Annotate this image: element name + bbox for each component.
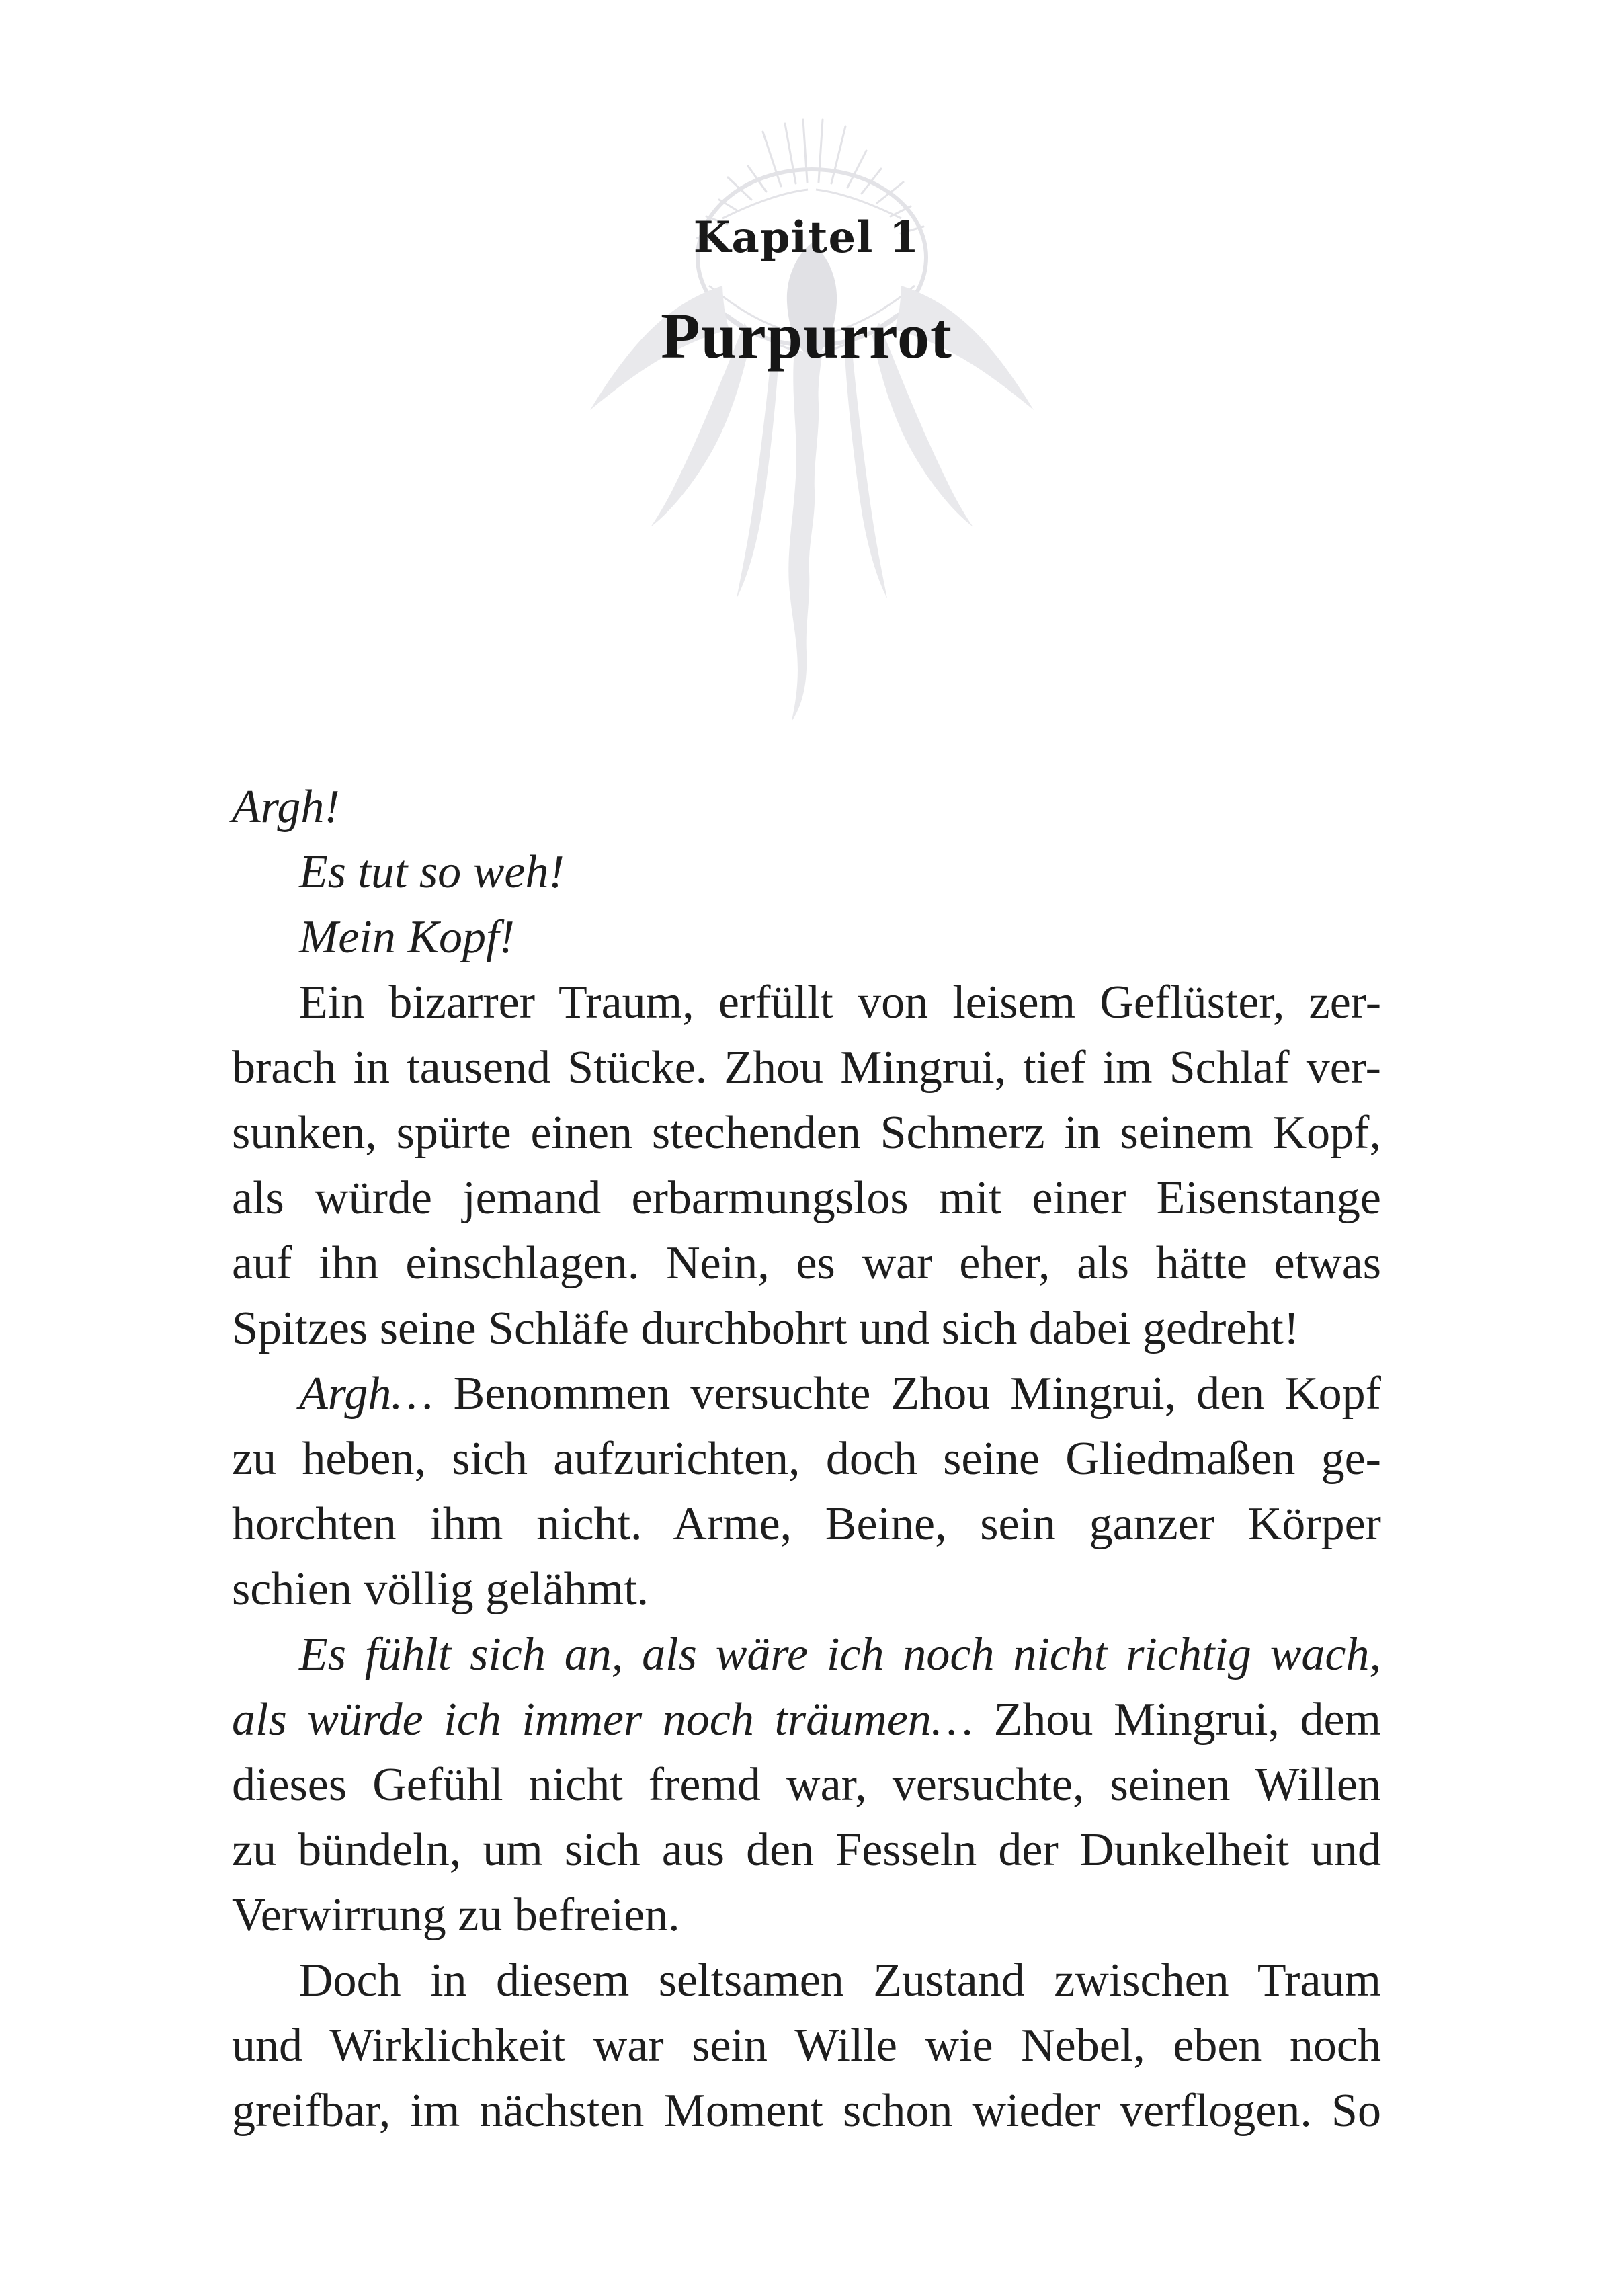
text-segment: auf ihn einschlagen. Nein, es war eher, als hätte etwas	[232, 1237, 1381, 1289]
text-line-p7-l1	[232, 1948, 1381, 2013]
text-segment: Ein bizarrer Traum, erfüllt von leisem Geflüster, zer-	[299, 977, 1381, 1028]
text-line-p4-l3	[232, 1100, 1381, 1165]
text-segment: Verwirrung zu befreien.	[232, 1889, 680, 1941]
text-segment: zu bündeln, um sich aus den Fesseln der Dunkelheit und	[232, 1824, 1381, 1876]
text-line-p4-l1	[232, 970, 1381, 1035]
italic-text-segment: Argh!	[232, 781, 340, 833]
italic-text-segment: als würde ich immer noch träumen…	[232, 1694, 994, 1746]
text-line-p4-l2	[232, 1035, 1381, 1100]
text-line-p6-l1	[232, 1622, 1381, 1687]
text-line-p7-l2	[232, 2013, 1381, 2078]
text-line-p5-l3	[232, 1491, 1381, 1557]
chapter-label: Kapitel 1	[693, 212, 920, 263]
text-segment: dieses Gefühl nicht fremd war, versuchte, seinen Willen	[232, 1759, 1381, 1811]
text-line-p6-l2	[232, 1687, 1381, 1752]
italic-text-segment: Es fühlt sich an, als wäre ich noch nicht richtig wach,	[299, 1629, 1381, 1680]
body-text	[232, 774, 1381, 2143]
text-line-p5-l1	[232, 1361, 1381, 1426]
text-segment: schien völlig gelähmt.	[232, 1563, 649, 1615]
text-line-p3-l1	[232, 905, 1381, 970]
text-segment: greifbar, im nächsten Moment schon wieder verflogen. So	[232, 2085, 1381, 2137]
text-segment: horchten ihm nicht. Arme, Beine, sein ganzer Körper	[232, 1498, 1381, 1550]
text-line-p6-l3	[232, 1752, 1381, 1817]
text-segment: brach in tausend Stücke. Zhou Mingrui, tief im Schlaf ver-	[232, 1042, 1381, 1094]
mystic-eye-watermark-icon	[571, 114, 1042, 726]
chapter-title: Purpurrot	[661, 300, 952, 372]
text-line-p4-l4	[232, 1165, 1381, 1231]
text-segment: und Wirklichkeit war sein Wille wie Nebel, eben noch	[232, 2020, 1381, 2072]
text-line-p5-l4	[232, 1557, 1381, 1622]
text-segment: Zhou Mingrui, dem	[993, 1694, 1382, 1746]
text-line-p6-l4	[232, 1817, 1381, 1883]
text-line-p5-l2	[232, 1426, 1381, 1491]
text-segment: Spitzes seine Schläfe durchbohrt und sich dabei gedreht!	[232, 1303, 1300, 1354]
italic-text-segment: Es tut so weh!	[299, 846, 565, 898]
text-segment: als würde jemand erbarmungslos mit einer Eisenstange	[232, 1172, 1381, 1224]
text-segment: Doch in diesem seltsamen Zustand zwischen Traum	[299, 1955, 1381, 2006]
italic-text-segment: Argh…	[299, 1368, 454, 1420]
text-line-p2-l1	[232, 839, 1381, 905]
text-segment: sunken, spürte einen stechenden Schmerz in seinem Kopf,	[232, 1107, 1381, 1159]
text-line-p4-l5	[232, 1231, 1381, 1296]
text-line-p4-l6	[232, 1296, 1381, 1361]
text-segment: Benommen versuchte Zhou Mingrui, den Kopf	[453, 1368, 1381, 1420]
text-segment: zu heben, sich aufzurichten, doch seine Gliedmaßen ge-	[232, 1433, 1381, 1485]
text-line-p7-l3	[232, 2078, 1381, 2143]
italic-text-segment: Mein Kopf!	[299, 911, 515, 963]
text-line-p1-l1	[232, 774, 1381, 839]
text-line-p6-l5	[232, 1883, 1381, 1948]
